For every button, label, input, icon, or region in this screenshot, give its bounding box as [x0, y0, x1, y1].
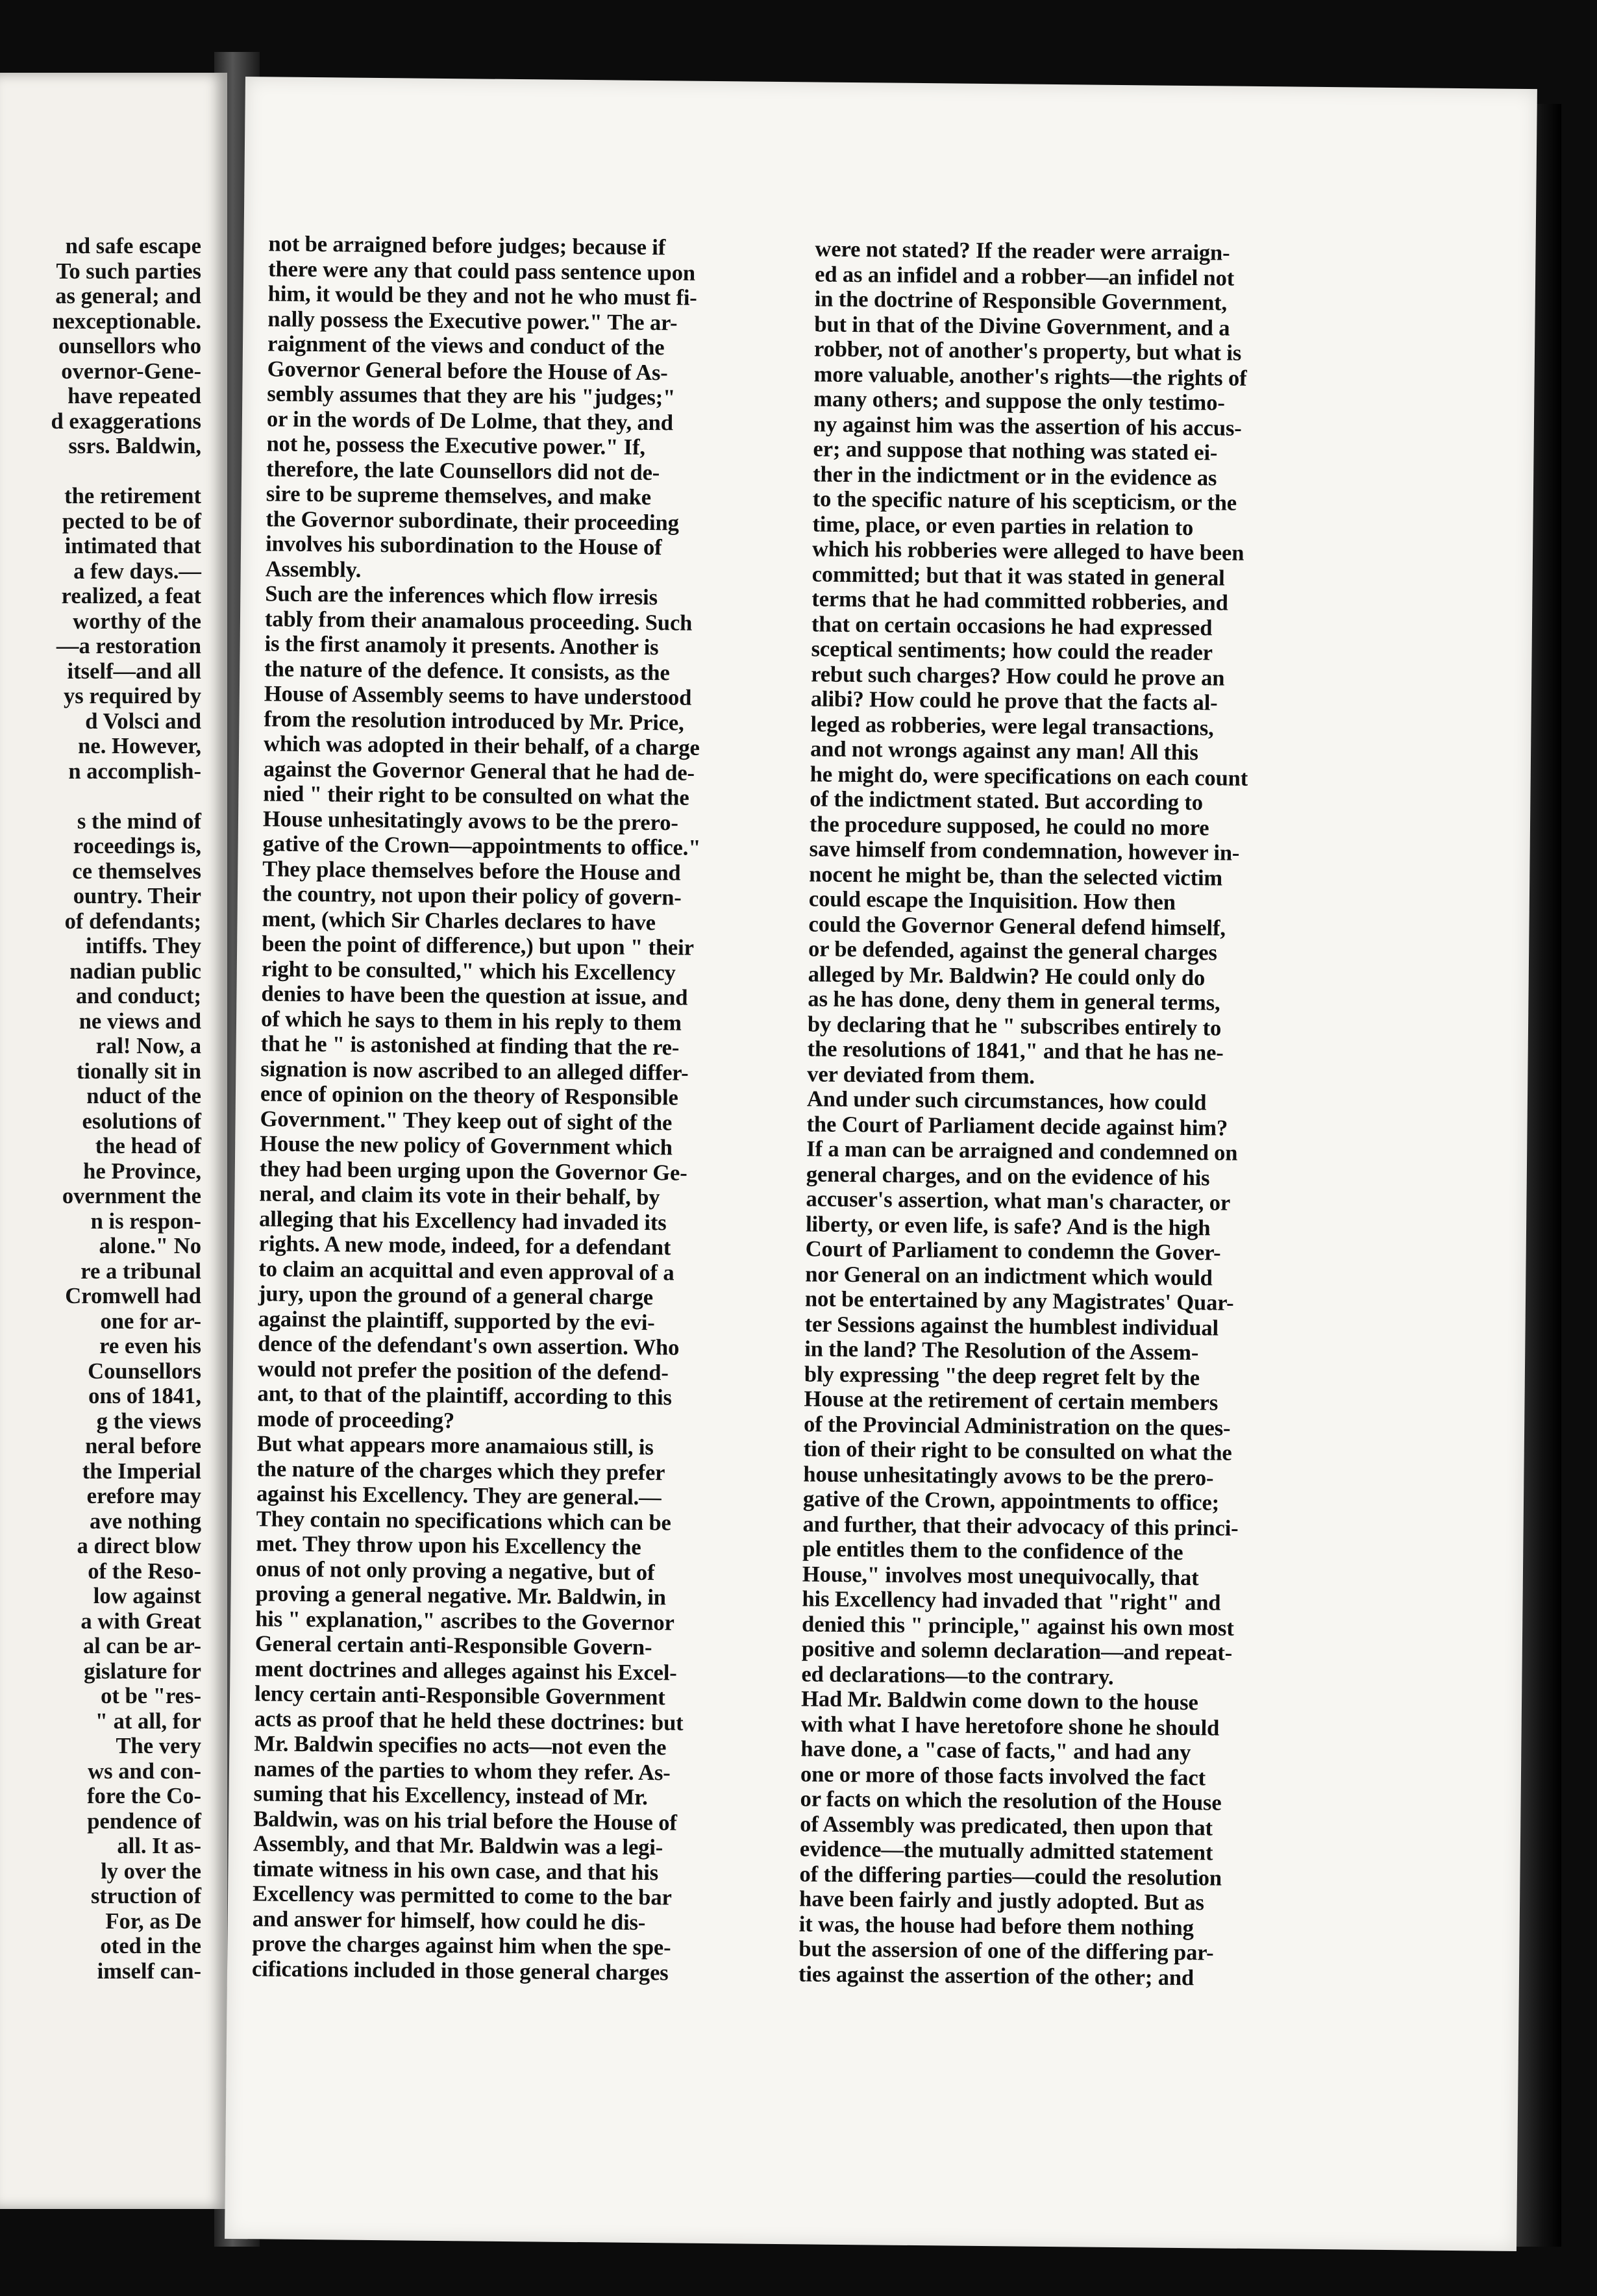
- text-line: General certain anti-Responsible Govern-: [254, 1631, 652, 1660]
- fragment-line: " at all, for: [95, 1708, 201, 1734]
- text-line: of which he says to them in his reply to them: [260, 1006, 682, 1036]
- text-line: nocent he might be, than the selected victim: [809, 861, 1223, 891]
- text-line: mode of proceeding?: [256, 1406, 455, 1433]
- text-line: or be defended, against the general charges: [808, 936, 1217, 966]
- fragment-line: gislature for: [84, 1658, 201, 1684]
- fragment-line: itself—and all: [67, 658, 201, 684]
- text-line: from the resolution introduced by Mr. Price,: [264, 706, 684, 736]
- text-line: ther in the indictment or in the evidence as: [812, 461, 1217, 490]
- fragment-line: ce themselves: [72, 858, 201, 884]
- text-line: sire to be supreme themselves, and make: [266, 481, 652, 510]
- text-line: many others; and suppose the only testimo-: [813, 386, 1225, 416]
- fragment-line: —a restoration: [56, 634, 201, 658]
- fragment-line: ly over the: [101, 1858, 201, 1884]
- text-line: have been fairly and justly adopted. But as: [798, 1886, 1204, 1915]
- fragment-line: oted in the: [100, 1934, 201, 1958]
- text-line: denied this " principle," against his own most: [801, 1611, 1234, 1641]
- text-line: or in the words of De Lolme, that they, and: [266, 406, 673, 435]
- text-column-left: [252, 231, 802, 1986]
- text-line: alleging that his Excellency had invaded its: [258, 1206, 667, 1235]
- text-line: timate witness in his own case, and that his: [253, 1856, 659, 1885]
- fragment-line: a few days.—: [73, 558, 201, 584]
- fragment-line: pected to be of: [62, 508, 201, 534]
- fragment-line: ot be "res-: [101, 1684, 201, 1708]
- text-line: ple entitles them to the confidence of the: [802, 1536, 1183, 1565]
- text-line: in the land? The Resolution of the Assem-: [804, 1336, 1199, 1366]
- text-line: suming that his Excellency, instead of Mr.: [253, 1781, 648, 1810]
- fragment-line: ountry. Their: [73, 884, 201, 908]
- text-line: one or more of those facts involved the fact: [800, 1761, 1206, 1790]
- text-line: alleged by Mr. Baldwin? He could only do: [808, 961, 1206, 990]
- text-line: nor General on an indictment which would: [805, 1261, 1213, 1290]
- text-line: could the Governor General defend himself,: [808, 911, 1226, 941]
- text-line: ny against him was the assertion of his accus-: [813, 411, 1242, 441]
- fragment-line: nduct of the: [86, 1084, 201, 1108]
- fragment-line: neral before: [85, 1434, 201, 1458]
- fragment-line: low against: [93, 1584, 201, 1608]
- text-line: denies to have been the question at issue, and: [261, 981, 688, 1010]
- text-line: ed declarations—to the contrary.: [801, 1661, 1114, 1690]
- text-line: time, place, or even parties in relation to: [812, 511, 1194, 540]
- text-line: But what appears more anamaious still, is: [256, 1431, 654, 1460]
- fragment-line: a direct blow: [77, 1534, 201, 1558]
- text-line: tion of their right to be consulted on what the: [803, 1436, 1232, 1466]
- fragment-line: ave nothing: [90, 1508, 201, 1534]
- fragment-line: nd safe escape: [65, 234, 201, 258]
- text-line: to the specific nature of his scepticism, or the: [812, 486, 1237, 516]
- text-line: accuser's assertion, what man's character, or: [806, 1186, 1231, 1216]
- text-line: against his Excellency. They are general.—: [256, 1481, 662, 1510]
- text-line: the procedure supposed, he could no more: [809, 811, 1209, 840]
- fragment-line: d exaggerations: [51, 408, 201, 434]
- fragment-line: nadian public: [69, 958, 201, 984]
- fragment-line: and conduct;: [75, 984, 201, 1008]
- text-line: the nature of the defence. It consists, as the: [264, 656, 670, 685]
- text-line: the Court of Parliament decide against him?: [806, 1111, 1228, 1141]
- text-line: of the differing parties—could the resolution: [799, 1861, 1222, 1891]
- fragment-line: the head of: [95, 1134, 201, 1158]
- text-line: and further, that their advocacy of this princi-: [802, 1511, 1239, 1541]
- text-line: of the indictment stated. But according to: [810, 786, 1204, 816]
- text-line: which his robberies were alleged to have been: [811, 536, 1244, 566]
- text-line: been the point of difference,) but upon " their: [262, 931, 694, 960]
- text-line: acts as proof that he held these doctrines: but: [254, 1706, 684, 1736]
- fragment-line: worthy of the: [73, 608, 201, 634]
- text-line: it was, the house had before them nothing: [798, 1911, 1194, 1940]
- text-line: robber, not of another's property, but what is: [813, 336, 1242, 366]
- text-line: Government." They keep out of sight of the: [260, 1106, 673, 1135]
- text-line: House at the retirement of certain members: [804, 1386, 1219, 1416]
- text-line: ties against the assertion of the other; and: [798, 1961, 1195, 1990]
- text-line: him, it would be they and not he who must fi-: [267, 281, 697, 310]
- text-line: rights. A new mode, indeed, for a defendant: [258, 1231, 671, 1260]
- text-line: neral, and claim its vote in their behalf, by: [259, 1181, 660, 1210]
- fragment-line: re a tribunal: [80, 1258, 201, 1284]
- fragment-line: all. It as-: [117, 1834, 201, 1858]
- text-line: is the first anamoly it presents. Another is: [264, 631, 659, 660]
- fragment-line: the retirement: [64, 484, 201, 508]
- fragment-line: Counsellors: [88, 1358, 201, 1384]
- fragment-line: Cromwell had: [65, 1284, 201, 1308]
- text-line: met. They throw upon his Excellency the: [256, 1531, 641, 1560]
- fragment-line: realized, a feat: [61, 584, 201, 608]
- fragment-line: intiffs. They: [85, 934, 201, 958]
- fragment-line: d Volsci and: [85, 708, 201, 734]
- text-line: as he has done, deny them in general terms,: [808, 986, 1220, 1016]
- text-line: have done, a "case of facts," and had any: [800, 1736, 1191, 1766]
- fragment-line: ys required by: [64, 684, 201, 708]
- text-line: general charges, and on the evidence of his: [806, 1161, 1210, 1190]
- text-line: committed; but that it was stated in general: [811, 561, 1225, 591]
- text-line: proving a general negative. Mr. Baldwin, in: [255, 1581, 667, 1610]
- text-line: lency certain anti-Responsible Government: [254, 1681, 665, 1710]
- text-line: jury, upon the ground of a general charge: [258, 1281, 654, 1310]
- text-line: Such are the inferences which flow irresis: [265, 581, 658, 610]
- text-line: the resolutions of 1841," and that he has ne-: [807, 1036, 1224, 1066]
- text-line: bly expressing "the deep regret felt by the: [804, 1361, 1200, 1390]
- fragment-line: of the Reso-: [88, 1558, 201, 1584]
- text-line: but in that of the Divine Government, and a: [814, 311, 1230, 341]
- text-line: ment doctrines and alleges against his Excel-: [254, 1656, 677, 1685]
- fragment-line: alone." No: [99, 1234, 201, 1258]
- text-line: more valuable, another's rights—the rights of: [813, 361, 1247, 391]
- text-line: gative of the Crown—appointments to office.": [262, 831, 701, 860]
- fragment-line: To such parties: [56, 258, 201, 284]
- fragment-line: overnor-Gene-: [61, 358, 201, 384]
- text-line: the Governor subordinate, their proceeding: [266, 506, 679, 535]
- text-line: ment, (which Sir Charles declares to have: [262, 906, 656, 935]
- text-line: house unhesitatingly avows to be the prero-: [803, 1461, 1214, 1490]
- text-line: but the assersion of one of the differing par-: [798, 1936, 1214, 1965]
- left-page-text: [0, 234, 214, 1984]
- fragment-line: as general; and: [55, 284, 201, 308]
- text-line: House unhesitatingly avows to be the prero-: [262, 806, 678, 835]
- text-line: nally possess the Executive power." The ar-: [267, 306, 678, 335]
- text-line: sceptical sentiments; how could the reader: [811, 636, 1213, 666]
- fragment-line: For, as De: [105, 1908, 201, 1934]
- fragment-line: The very: [116, 1734, 201, 1758]
- text-line: House of Assembly seems to have understood: [264, 681, 692, 710]
- text-line: liberty, or even life, is safe? And is the high: [805, 1211, 1211, 1240]
- text-line: leged as robberies, were legal transactions,: [810, 711, 1214, 740]
- fragment-line: erefore may: [86, 1484, 201, 1508]
- text-line: were not stated? If the reader were arraign-: [815, 236, 1230, 266]
- text-line: House the new policy of Government which: [260, 1131, 673, 1160]
- fragment-line: imself can-: [97, 1958, 201, 1984]
- text-line: involves his subordination to the House of: [265, 531, 662, 560]
- text-line: and not wrongs against any man! All this: [810, 736, 1198, 766]
- text-line: If a man can be arraigned and condemned on: [806, 1136, 1238, 1166]
- fragment-line: ws and con-: [88, 1758, 201, 1784]
- text-line: Court of Parliament to condemn the Gover-: [805, 1236, 1221, 1266]
- text-line: save himself from condemnation, however in-: [809, 836, 1240, 866]
- text-line: onus of not only proving a negative, but of: [255, 1556, 655, 1585]
- text-line: prove the charges against him when the spe-: [252, 1931, 671, 1960]
- fragment-line: he Province,: [83, 1158, 201, 1184]
- text-line: not be arraigned before judges; because if: [268, 231, 666, 260]
- fragment-line: a with Great: [80, 1608, 201, 1634]
- text-line: the country, not upon their policy of govern-: [262, 881, 682, 910]
- fragment-line: re even his: [99, 1334, 201, 1358]
- text-line: er; and suppose that nothing was stated ei-: [813, 436, 1218, 466]
- text-line: Assembly, and that Mr. Baldwin was a legi-: [253, 1831, 663, 1860]
- fragment-line: of defendants;: [64, 908, 201, 934]
- text-line: Had Mr. Baldwin come down to the house: [800, 1686, 1198, 1716]
- text-line: of Assembly was predicated, then upon that: [800, 1811, 1213, 1840]
- text-line: rebut such charges? How could he prove an: [811, 661, 1225, 691]
- main-page: [225, 77, 1537, 2251]
- text-line: which was adopted in their behalf, of a charge: [263, 731, 700, 760]
- text-line: Mr. Baldwin specifies no acts—not even the: [254, 1731, 667, 1760]
- text-line: ence of opinion on the theory of Responsible: [260, 1081, 678, 1110]
- left-page-fragment: [0, 73, 227, 2209]
- text-line: and answer for himself, how could he dis-: [252, 1906, 646, 1935]
- fragment-line: overnment the: [62, 1184, 201, 1208]
- fragment-line: n accomplish-: [68, 758, 201, 784]
- fragment-line: pendence of: [87, 1808, 201, 1834]
- text-line: ver deviated from them.: [807, 1061, 1035, 1089]
- fragment-line: ne. However,: [78, 734, 201, 758]
- text-line: ant, to that of the plaintiff, according to this: [257, 1381, 672, 1410]
- fragment-line: g the views: [96, 1408, 201, 1434]
- fragment-line: ssrs. Baldwin,: [68, 434, 201, 458]
- text-line: terms that he had committed robberies, and: [811, 586, 1228, 616]
- fragment-line: ral! Now, a: [95, 1034, 201, 1058]
- fragment-line: [0, 784, 201, 809]
- text-line: Governor General before the House of As-: [267, 356, 668, 385]
- fragment-line: fore the Co-: [86, 1784, 201, 1808]
- text-line: Assembly.: [265, 556, 362, 582]
- text-line: Baldwin, was on his trial before the House of: [253, 1806, 677, 1836]
- fragment-line: tionally sit in: [76, 1058, 201, 1084]
- text-line: ed as an infidel and a robber—an infidel not: [814, 261, 1235, 291]
- fragment-line: s the mind of: [77, 808, 201, 834]
- text-line: not he, possess the Executive power." If,: [266, 431, 645, 460]
- text-line: not be entertained by any Magistrates' Quar-: [804, 1286, 1234, 1316]
- text-line: could escape the Inquisition. How then: [808, 886, 1176, 915]
- text-line: raignment of the views and conduct of the: [267, 331, 665, 360]
- text-line: They place themselves before the House and: [262, 856, 681, 885]
- text-line: his " explanation," ascribes to the Governor: [255, 1606, 675, 1635]
- text-line: dence of the defendant's own assertion. Who: [258, 1331, 680, 1360]
- text-line: alibi? How could he prove that the facts al-: [810, 686, 1218, 716]
- text-line: against the plaintiff, supported by the evi-: [258, 1306, 655, 1335]
- fragment-line: intimated that: [64, 534, 201, 558]
- fragment-line: roceedings is,: [73, 834, 201, 858]
- fragment-line: have repeated: [68, 384, 201, 408]
- text-line: nied " their right to be consulted on what the: [263, 781, 689, 810]
- fragment-line: al can be ar-: [82, 1634, 201, 1658]
- text-line: or facts on which the resolution of the House: [800, 1786, 1222, 1816]
- fragment-line: the Imperial: [82, 1458, 201, 1484]
- text-line: that he " is astonished at finding that the re-: [260, 1031, 680, 1060]
- text-line: his Excellency had invaded that "right" and: [802, 1586, 1221, 1616]
- text-line: in the doctrine of Responsible Government,: [814, 286, 1228, 316]
- text-line: right to be consulted," which his Excellency: [261, 956, 676, 985]
- text-line: that on certain occasions he had expressed: [811, 611, 1213, 640]
- text-line: positive and solemn declaration—and repeat-: [801, 1636, 1233, 1666]
- text-line: sembly assumes that they are his "judges;": [267, 381, 676, 410]
- text-line: would not prefer the position of the defend-: [257, 1356, 669, 1385]
- text-line: They contain no specifications which can be: [256, 1506, 671, 1535]
- fragment-line: n is respon-: [90, 1208, 201, 1234]
- text-line: there were any that could pass sentence upon: [267, 256, 696, 286]
- text-line: they had been urging upon the Governor Ge-: [259, 1156, 687, 1186]
- text-line: ter Sessions against the humblest individual: [804, 1311, 1219, 1340]
- text-line: against the Governor General that he had de-: [263, 756, 695, 786]
- text-line: Excellency was permitted to come to the bar: [252, 1881, 672, 1910]
- text-line: House," involves most unequivocally, that: [802, 1561, 1199, 1590]
- text-line: signation is now ascribed to an alleged differ-: [260, 1056, 689, 1086]
- text-line: by declaring that he " subscribes entirely to: [807, 1011, 1222, 1040]
- text-line: therefore, the late Counsellors did not de-: [266, 456, 660, 485]
- fragment-line: ons of 1841,: [88, 1384, 201, 1408]
- text-line: cifications included in those general charges: [251, 1956, 669, 1985]
- text-line: And under such circumstances, how could: [806, 1086, 1207, 1116]
- fragment-line: nexceptionable.: [52, 308, 201, 334]
- text-line: tably from their anamalous proceeding. Such: [264, 606, 693, 636]
- fragment-line: ounsellors who: [58, 334, 201, 358]
- fragment-line: esolutions of: [82, 1108, 201, 1134]
- fragment-line: one for ar-: [100, 1308, 201, 1334]
- text-line: gative of the Crown, appointments to office;: [802, 1486, 1220, 1516]
- text-line: evidence—the mutually admitted statement: [799, 1836, 1213, 1866]
- text-line: he might do, were specifications on each count: [810, 761, 1248, 791]
- text-line: the nature of the charges which they prefer: [256, 1456, 665, 1485]
- text-line: of the Provincial Administration on the ques-: [803, 1411, 1231, 1441]
- fragment-line: [0, 459, 201, 484]
- text-line: to claim an acquittal and even approval of a: [258, 1256, 675, 1285]
- text-column-right: [798, 236, 1358, 1991]
- fragment-line: ne views and: [79, 1008, 201, 1034]
- text-line: names of the parties to whom they refer. As-: [253, 1756, 671, 1785]
- text-line: with what I have heretofore shone he should: [800, 1711, 1220, 1741]
- fragment-line: struction of: [91, 1884, 201, 1908]
